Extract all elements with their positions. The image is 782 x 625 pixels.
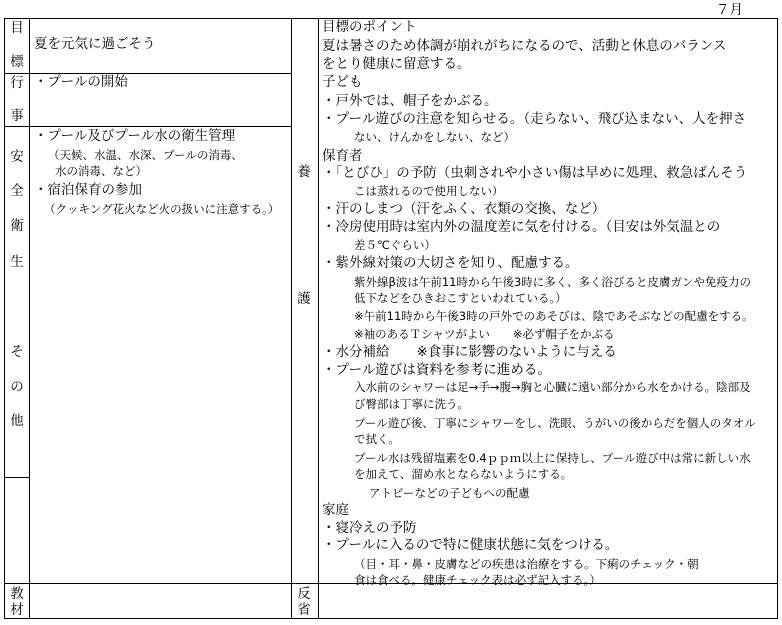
care-line: 紫外線β波は午前11時から午後3時に多く、多く浴びると皮膚ガンや免疫力の bbox=[354, 275, 752, 289]
safety-line: ・宿泊保育の参加 bbox=[34, 182, 142, 198]
goal-label-char: 標 bbox=[10, 54, 24, 70]
events-item: ・プールの開始 bbox=[34, 74, 128, 90]
care-line: ・「とびひ」の予防（虫刺されや小さい傷は早めに処理、救急ばんそう bbox=[322, 165, 748, 181]
reflection-label-char: 省 bbox=[297, 602, 311, 618]
materials-label-char: 材 bbox=[10, 602, 24, 618]
care-line: ※袖のあるＴシャツがよい ※必ず帽子をかぶる bbox=[354, 327, 615, 341]
care-line: 低下などをひきおこすといわれている。） bbox=[354, 291, 567, 305]
safety-label-char: そ bbox=[10, 344, 24, 360]
care-line: 食は食べる。健康チェック表は必ず記入する。） bbox=[354, 573, 601, 587]
care-line: プール水は残留塩素を0.4ｐｐｍ以上に保持し、プール遊び中は常に新しい水 bbox=[354, 451, 751, 465]
safety-label-char: 全 bbox=[10, 183, 24, 199]
care-line: ・水分補給 ※食事に影響のないように与える bbox=[322, 344, 617, 360]
care-line: 目標のポイント bbox=[322, 19, 417, 35]
care-line: ・寝冷えの予防 bbox=[322, 520, 417, 536]
care-line: ない、けんかをしない、など） bbox=[354, 130, 515, 144]
care-line: 夏は暑さのため体調が崩れがちになるので、活動と休息のバランス bbox=[322, 38, 727, 54]
events-label-char: 事 bbox=[10, 108, 24, 124]
care-line: ・プール遊びは資料を参考に進める。 bbox=[322, 362, 551, 378]
care-line: をとり健康に留意する。 bbox=[322, 56, 471, 72]
safety-label-char: 生 bbox=[10, 254, 24, 270]
care-label-char: 養 bbox=[297, 164, 311, 180]
care-line: 入水前のシャワーは足→手→腹→胸と心臓に遠い部分から水をかける。陰部及 bbox=[354, 380, 751, 394]
goal-label-char: 目 bbox=[10, 20, 24, 36]
reflection-label-char: 反 bbox=[297, 586, 311, 602]
care-line: ※午前11時から午後3時の戸外でのあそびは、陰であそぶなどの配慮をする。 bbox=[354, 309, 754, 323]
care-line: プール遊び後、丁寧にシャワーをし、洗眼、うがいの後からだを個人のタオル bbox=[354, 416, 756, 430]
care-line: 家庭 bbox=[322, 502, 349, 518]
care-line: ・戸外では、帽子をかぶる。 bbox=[322, 93, 498, 109]
safety-line: 水の消毒、など） bbox=[55, 164, 147, 178]
care-line: ・紫外線対策の大切さを知り、配慮する。 bbox=[322, 255, 579, 271]
care-line: ・汗のしまつ（汗をふく、衣類の交換、など） bbox=[322, 201, 606, 217]
events-label-char: 行 bbox=[10, 75, 24, 91]
safety-label-char: の bbox=[10, 379, 24, 395]
care-line: を加えて、溜め水とならないようにする。 bbox=[354, 467, 573, 481]
safety-line: ・プール及びプール水の衛生管理 bbox=[34, 128, 236, 144]
care-line: で拭く。 bbox=[354, 432, 400, 446]
care-label-char: 護 bbox=[297, 291, 311, 307]
month-label: ７月 bbox=[716, 2, 743, 18]
safety-label-char: 他 bbox=[10, 413, 24, 429]
care-line: こは蒸れるので使用しない） bbox=[354, 184, 504, 198]
materials-label-char: 教 bbox=[10, 586, 24, 602]
safety-line: （天候、水温、水深、プールの消毒、 bbox=[48, 148, 243, 162]
care-line: ・冷房使用時は室内外の温度差に気を付ける。（目安は外気温との bbox=[322, 219, 721, 235]
care-line: 差５℃ぐらい） bbox=[354, 238, 436, 252]
care-line: 子ども bbox=[322, 74, 363, 90]
safety-label-char: 衛 bbox=[10, 218, 24, 234]
care-line: ・プール遊びの注意を知らせる。（走らない、飛び込まない、人を押さ bbox=[322, 111, 747, 127]
care-line: び臀部は丁寧に洗う。 bbox=[354, 397, 469, 411]
care-line: （目・耳・鼻・皮膚などの疾患は治療をする。下痢のチェック・朝 bbox=[354, 557, 699, 571]
goal-text: 夏を元気に過ごそう bbox=[34, 36, 156, 52]
care-line: 保育者 bbox=[322, 148, 363, 164]
safety-line: （クッキング花火など火の扱いに注意する。） bbox=[44, 202, 280, 216]
safety-label-char: 安 bbox=[10, 149, 24, 165]
care-line: ・プールに入るので特に健康状態に気をつける。 bbox=[322, 537, 619, 553]
care-line: アトピーなどの子どもへの配慮 bbox=[369, 486, 530, 500]
